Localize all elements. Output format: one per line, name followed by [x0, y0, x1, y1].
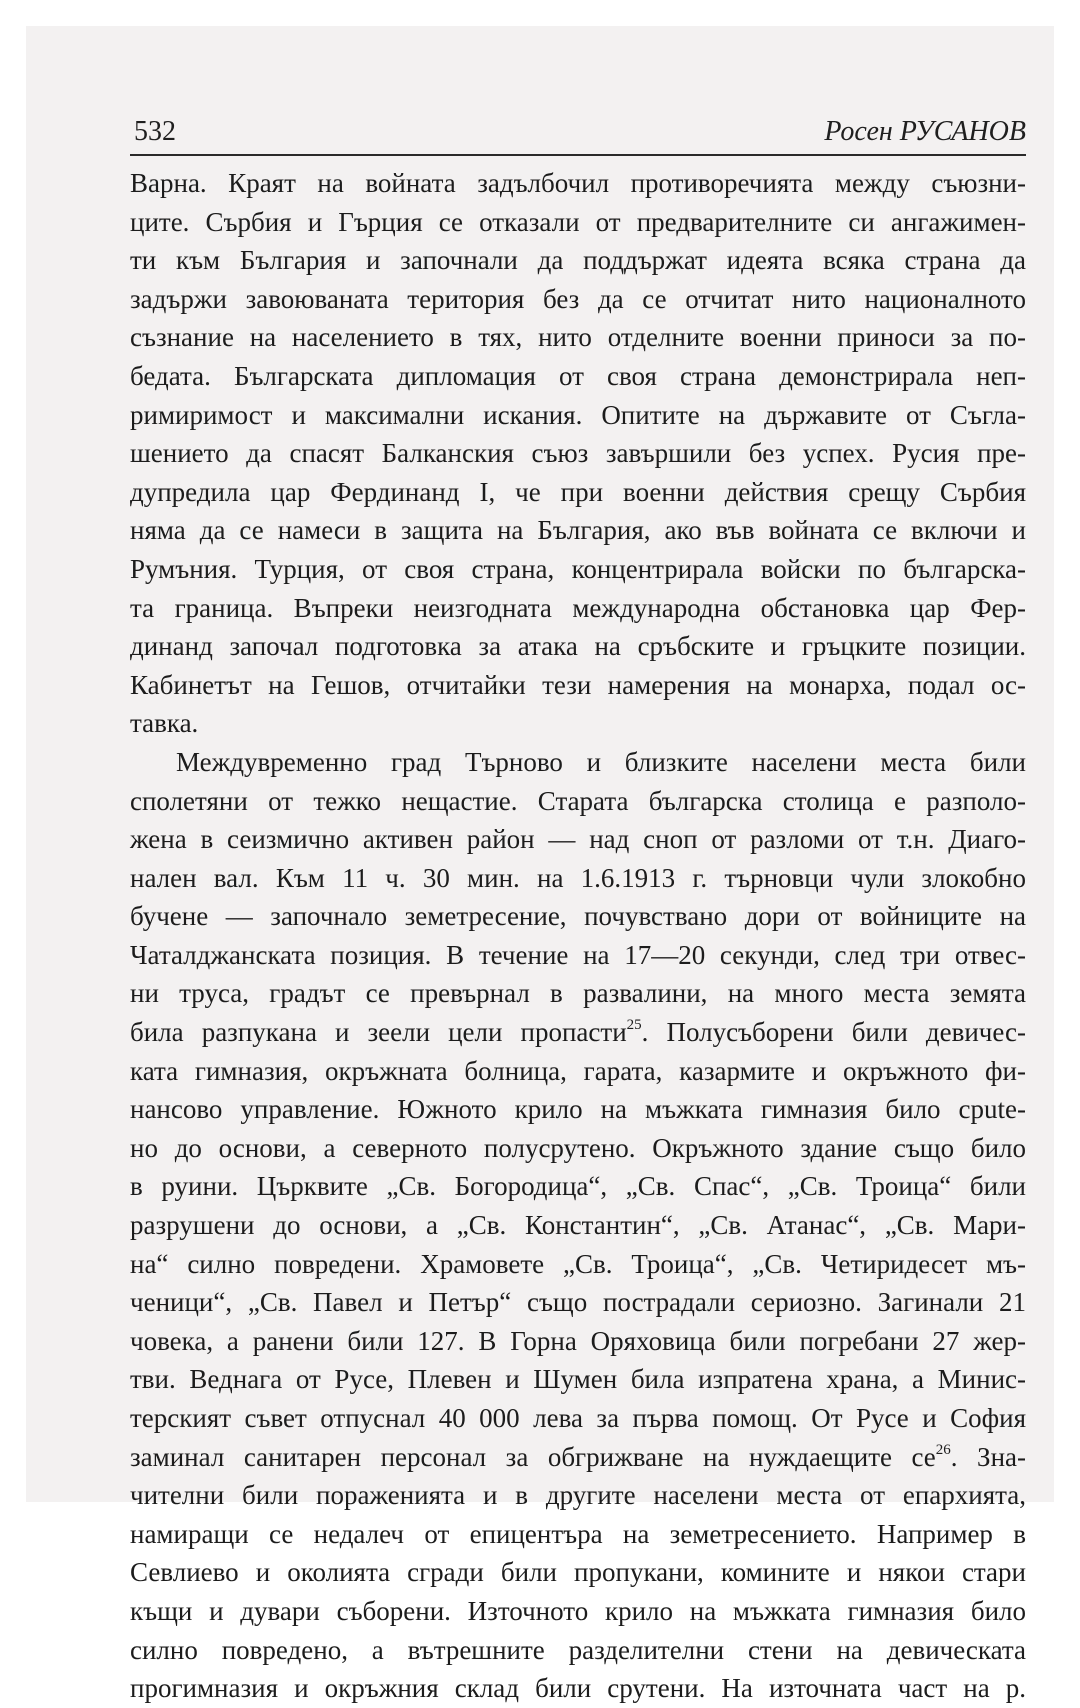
text-line: чителни били пораженията и в другите населени места от епархията, [130, 1480, 1026, 1511]
text-line: къщи и дувари съборени. Източното крило на мъжката гимназия било [130, 1595, 1026, 1626]
text-line: съзнание на населението в тях, нито отделните военни приноси за по- [130, 322, 1026, 353]
text-line: та граница. Въпреки неизгодната международна обстановка цар Фер- [130, 592, 1026, 623]
line-segment: била разпукана и зеели цели пропасти [130, 1017, 627, 1048]
text-line: жена в сеизмично активен район — над сноп от разломи от т.н. Диаго- [130, 824, 1026, 855]
text-line: Междувременно град Търново и близките населени места били [176, 746, 1026, 777]
line-segment: заминал санитарен персонал за обгрижване на нуждаещите се [130, 1441, 936, 1472]
text-line: Севлиево и околията сгради били пропукани, комините и някои стари [130, 1557, 1026, 1588]
text-line: терският съвет отпуснал 40 000 лева за първа помощ. От Русе и София [130, 1403, 1026, 1433]
text-line: намиращи се недалеч от епицентъра на земетресението. Например в [130, 1518, 1026, 1549]
text-line: няма да се намеси в защита на България, ако във войната се включи и [130, 515, 1026, 546]
text-line: ците. Сърбия и Гърция се отказали от предварителните си ангажимен- [130, 206, 1026, 237]
text-line: шението да спасят Балканския съюз завършили без успех. Русия пре- [130, 438, 1026, 469]
text-line: ката гимназия, окръжната болница, гарата, казармите и окръжното фи- [130, 1055, 1026, 1086]
text-line: сполетяни от тежко нещастие. Старата българска столица е разполо- [130, 785, 1026, 816]
page-number: 532 [134, 116, 176, 147]
text-line: разрушени до основи, а „Св. Константин“, „Св. Атанас“, „Св. Мари- [130, 1210, 1026, 1241]
text-line: ни труса, градът се превърнал в развалини, на много места земята [130, 978, 1026, 1009]
text-line: ченици“, „Св. Павел и Петър“ също пострадали сериозно. Загинали 21 [130, 1287, 1026, 1318]
text-line: Кабинетът на Гешов, отчитайки тези намерения на монарха, подал ос- [130, 669, 1026, 700]
footnote-marker: 26 [935, 1441, 951, 1458]
line-segment: . Полусъборени били девичес- [641, 1017, 1026, 1048]
text-line: нансово управление. Южното крило на мъжката гимназия било срute- [130, 1094, 1026, 1125]
text-line: бучене — започнало земетресение, почувствано дори от войниците на [130, 901, 1026, 932]
text-line: силно повредено, а вътрешните разделителни стени на девическата [130, 1634, 1026, 1665]
text-line: човека, а ранени били 127. В Горна Оряховица били погребани 27 жер- [130, 1325, 1026, 1356]
text-line: Варна. Краят на войната задълбочил противоречията между съюзни- [130, 168, 1026, 198]
text-line: Румъния. Турция, от своя страна, концентрирала войски по българска- [130, 553, 1026, 584]
body-text [130, 164, 1026, 1708]
text-line: Чаталджанската позиция. В течение на 17—20 секунди, след три отвес- [130, 939, 1026, 970]
text-line: ти към България и започнали да поддържат идеята всяка страна да [130, 245, 1026, 276]
text-line-with-footnote [130, 1438, 1026, 1477]
text-line: но до основи, а северното полусрутено. Окръжното здание също било [130, 1132, 1026, 1163]
text-line: тавка. [130, 708, 199, 739]
text-line: римиримост и максимални искания. Опитите на държавите от Съгла- [130, 399, 1026, 430]
running-head-author: Росен РУСАНОВ [824, 116, 1026, 147]
text-line: динанд започал подготовка за атака на сръбските и гръцките позиции. [130, 631, 1026, 662]
text-line: бедата. Българската дипломация от своя страна демонстрирала неп- [130, 360, 1026, 391]
footnote-marker: 25 [626, 1017, 642, 1034]
text-line: прогимназия и окръжния склад били срутени. На източната част на р. [130, 1673, 1026, 1704]
text-line: тви. Веднага от Русе, Плевен и Шумен била изпратена храна, а Минис- [130, 1364, 1026, 1395]
text-line: дупредила цар Фердинанд I, че при военни действия срещу Сърбия [130, 476, 1026, 507]
text-line: в руини. Църквите „Св. Богородица“, „Св. Спас“, „Св. Троица“ били [130, 1171, 1026, 1202]
text-line: задържи завоюваната територия без да се отчитат нито националното [130, 283, 1026, 314]
text-line: на“ силно повредени. Храмовете „Св. Троица“, „Св. Четиридесет мъ- [130, 1248, 1026, 1279]
line-segment: . Зна- [950, 1441, 1026, 1472]
page-header [130, 100, 1026, 156]
book-page [26, 26, 1054, 1704]
text-line-with-footnote [130, 1013, 1026, 1052]
text-line: нален вал. Към 11 ч. 30 мин. на 1.6.1913 г. търновци чули злокобно [130, 862, 1026, 893]
